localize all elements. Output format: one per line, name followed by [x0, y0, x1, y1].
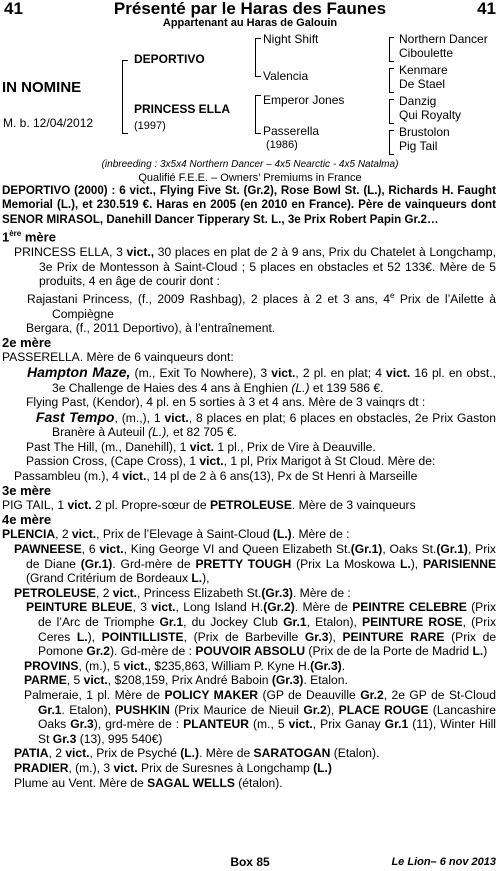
produce-pradier: PRADIER, (m.), 3 vict. Prix de Suresnes à Longchamp (L.) — [14, 760, 332, 775]
gen4-2: Ciboulette — [399, 46, 454, 60]
produce-petroleuse: PETROLEUSE, 2 vict., Princess Elizabeth St.(Gr.3). Mère de : — [14, 585, 351, 600]
section-1ere-mere: 1ère mère — [2, 229, 56, 245]
produce-palmeraie: Palmeraie, 1 pl. Mère de POLICY MAKER (GP de Deauville Gr.2, 2e GP de St-Cloud Gr.1. Etalon), PUSHKIN (Prix Maurice de Nieuil Gr.2), PLACE ROUGE (Lancashire Oaks Gr.3), grd-mère de : PLANTEUR (m., 5 vict., Prix Ganay Gr.1 (11), Winter Hill St Gr.3 (13), 995 540€) — [24, 687, 496, 746]
qualification-note: Qualifié F.E.E. – Owners’ Premiums in France — [138, 172, 362, 184]
dam-sire: Emperor Jones — [263, 93, 345, 107]
gen4-bracket-3 — [389, 99, 394, 124]
second-dam-record: PASSERELLA. Mère de 6 vainqueurs dont: — [2, 350, 234, 365]
section-4e-mere: 4e mère — [2, 511, 52, 527]
gen1-bracket — [122, 60, 128, 134]
fourth-dam-record: PLENCIA, 2 vict., Prix de l’Elevage à Saint-Cloud (L.). Mère de : — [2, 527, 350, 542]
produce-rajastani: Rajastani Princess, (f., 2009 Rashbag), 2 places à 2 et 3 ans, 4e Prix de l’Ailette à Compiègne — [27, 290, 496, 321]
dam-bracket — [255, 95, 261, 134]
produce-flying-past: Flying Past, (Kendor), 4 pl. en 5 sorties à 3 et 4 ans. Mère de 3 vainqrs dt : — [26, 395, 426, 410]
gen4-6: Qui Royalty — [399, 108, 462, 122]
sale-info: Le Lion– 6 nov 2013 — [391, 856, 496, 868]
sire-summary: DEPORTIVO (2000) : 6 vict., Flying Five St. (Gr.2), Rose Bowl St. (L.), Richards H. Faught Memorial (L.), et 230.519 €. Haras en 2005 (en 2010 en France). Père de vainqueurs dont SENOR MIRASOL, Danehill Dancer Tipperary St. L., 3e Prix Robert Papin Gr.2… — [2, 184, 496, 226]
gen4-5: Danzig — [399, 94, 437, 108]
produce-plume-au-vent: Plume au Vent. Mère de SAGAL WELLS (étalon). — [14, 775, 283, 790]
gen4-8: Pig Tail — [399, 139, 438, 153]
gen4-4: De Stael — [399, 77, 446, 91]
dam-dam-year: (1986) — [266, 139, 298, 151]
gen4-bracket-4 — [389, 130, 394, 155]
gen4-bracket-1 — [389, 37, 394, 62]
section-2e-mere: 2e mère — [2, 334, 52, 350]
produce-past-the-hill: Past The Hill, (m., Danehill), 1 vict. 1 pl., Prix de Vire à Deauville. — [26, 439, 376, 454]
produce-hampton-maze: Hampton Maze, (m., Exit To Nowhere), 3 vict., 2 pl. en plat; 4 vict. 16 pl. en obst., 3e Challenge de Haies des 4 ans à Enghien (L.) et 139 586 €. — [27, 363, 496, 395]
box-number: Box 85 — [230, 855, 270, 869]
gen4-7: Brustolon — [399, 125, 450, 139]
dam-name: PRINCESS ELLA — [134, 102, 231, 116]
sire-sire: Night Shift — [263, 32, 319, 46]
produce-patia: PATIA, 2 vict., Prix de Psyché (L.). Mère de SARATOGAN (Etalon). — [14, 746, 380, 761]
produce-passion-cross: Passion Cross, (Cape Cross), 1 vict., 1 pl, Prix Marigot à St Cloud. Mère de: — [26, 454, 436, 469]
sire-name: DEPORTIVO — [134, 52, 205, 66]
dam-record: PRINCESS ELLA, 3 vict., 30 places en plat de 2 à 9 ans, Prix du Chatelet à Longchamp, 3e Prix de Montesson à Saint-Cloud ; 5 places en obstacles et 52 133€. Mère de 5 produits, 4 en âge de courir dont : — [14, 245, 496, 289]
produce-pawneese: PAWNEESE, 6 vict., King George VI and Queen Elizabeth St.(Gr.1), Oaks St.(Gr.1), Prix de Diane (Gr.1). Grd-mère de PRETTY TOUGH (Prix La Moskowa L.), PARISIENNE (Grand Critérium de Bordeaux L.), — [14, 542, 497, 586]
produce-passambleu: Passambleu (m.), 4 vict., 14 pl de 2 à 6 ans(13), Px de St Henri à Marseille — [14, 469, 418, 484]
gen4-bracket-2 — [389, 68, 394, 93]
sire-dam: Valencia — [263, 69, 309, 83]
third-dam-record: PIG TAIL, 1 vict. 2 pl. Propre-sœur de PETROLEUSE. Mère de 3 vainqueurs — [2, 498, 416, 513]
produce-bergara: Bergara, (f., 2011 Deportivo), à l’entraînement. — [26, 321, 276, 336]
produce-parme: PARME, 5 vict., $208,159, Prix André Baboin (Gr.3). Etalon. — [24, 673, 348, 688]
sire-bracket — [255, 38, 261, 77]
horse-name: IN NOMINE — [2, 79, 82, 96]
inbreeding-note: (inbreeding : 3x5x4 Northern Dancer – 4x5 Nearctic - 4x5 Natalma) — [101, 159, 399, 170]
dam-year: (1997) — [134, 120, 166, 132]
dam-dam: Passerella — [263, 124, 320, 138]
produce-fast-tempo: Fast Tempo, (m.,), 1 vict., 8 places en plat; 6 places en obstacles, 2e Prix Gaston Branère à Auteuil (L.), et 82 705 €. — [27, 408, 497, 440]
page-number-left: 41 — [4, 0, 23, 18]
produce-peinture-bleue: PEINTURE BLEUE, 3 vict., Long Island H.(Gr.2). Mère de PEINTRE CELEBRE (Prix de l’Arc de Triomphe Gr.1, du Jockey Club Gr.1, Etalon), PEINTURE ROSE, (Prix Ceres L.), POINTILLISTE, (Prix de Barbeville Gr.3), PEINTURE RARE (Prix de Pomone Gr.2). Gd-mère de : POUVOIR ABSOLU (Prix de de la Porte de Madrid L.) — [26, 600, 497, 659]
section-3e-mere: 3e mère — [2, 482, 52, 498]
gen4-3: Kenmare — [399, 63, 448, 77]
catalogue-body — [2, 184, 496, 790]
produce-provins: PROVINS, (m.), 5 vict., $235,863, William P. Kyne H.(Gr.3). — [24, 658, 346, 673]
gen4-1: Northern Dancer — [399, 32, 488, 46]
page-subtitle: Appartenant au Haras de Galouin — [162, 17, 338, 29]
page-title: Présenté par le Haras des Faunes — [113, 0, 387, 18]
page-number-right: 41 — [477, 0, 496, 18]
horse-info: M. b. 12/04/2012 — [3, 116, 94, 130]
